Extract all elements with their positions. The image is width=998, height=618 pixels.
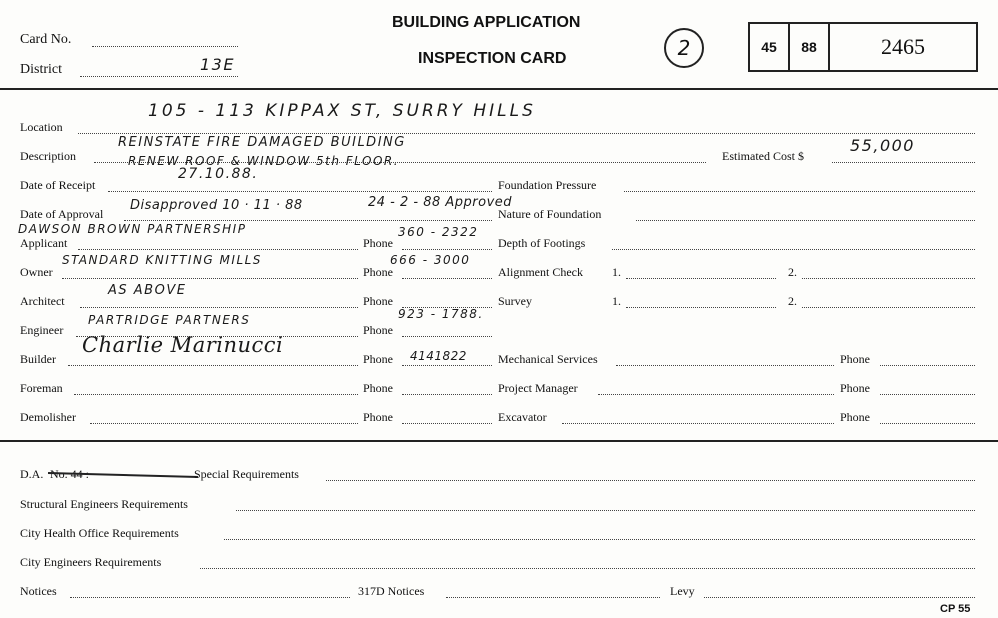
engineer-phone-line bbox=[402, 336, 492, 337]
structural-engineers-label: Structural Engineers Requirements bbox=[20, 497, 188, 511]
estimated-cost-line bbox=[832, 162, 975, 163]
mechanical-phone-line bbox=[880, 365, 975, 366]
city-health-line bbox=[224, 539, 975, 540]
builder-phone-value: 4141822 bbox=[410, 349, 467, 363]
owner-phone-label: Phone bbox=[363, 265, 393, 279]
applicant-value: DAWSON BROWN PARTNERSHIP bbox=[18, 222, 247, 236]
applicant-phone-label: Phone bbox=[363, 236, 393, 250]
card-no-line bbox=[92, 46, 238, 47]
circled-number-text: 2 bbox=[677, 36, 691, 60]
owner-phone-value: 666 - 3000 bbox=[390, 253, 471, 267]
mechanical-services-line bbox=[616, 365, 834, 366]
district-label: District bbox=[20, 62, 62, 77]
divider-top bbox=[0, 88, 998, 90]
circled-number bbox=[664, 28, 704, 68]
excavator-line bbox=[562, 423, 834, 424]
architect-phone-label: Phone bbox=[363, 294, 393, 308]
excavator-phone-line bbox=[880, 423, 975, 424]
excavator-label: Excavator bbox=[498, 410, 547, 424]
foreman-phone-line bbox=[402, 394, 492, 395]
excavator-phone-label: Phone bbox=[840, 410, 870, 424]
architect-line bbox=[80, 307, 358, 308]
alignment-check-label: Alignment Check bbox=[498, 265, 583, 279]
code2: 88 bbox=[801, 39, 817, 55]
location-value: 105 - 113 KIPPAX ST, SURRY HILLS bbox=[148, 101, 536, 121]
demolisher-phone-line bbox=[402, 423, 492, 424]
form-code: CP 55 bbox=[940, 603, 971, 615]
demolisher-phone-label: Phone bbox=[363, 410, 393, 424]
survey-label: Survey bbox=[498, 294, 532, 308]
builder-value: Charlie Marinucci bbox=[82, 333, 284, 357]
location-line bbox=[78, 133, 975, 134]
foreman-phone-label: Phone bbox=[363, 381, 393, 395]
da-number: No. 44 : bbox=[50, 467, 89, 481]
code2-cell bbox=[790, 24, 830, 70]
demolisher-label: Demolisher bbox=[20, 410, 76, 424]
city-engineers-label: City Engineers Requirements bbox=[20, 555, 162, 569]
owner-phone-line bbox=[402, 278, 492, 279]
city-engineers-line bbox=[200, 568, 975, 569]
nature-of-foundation-label: Nature of Foundation bbox=[498, 207, 602, 221]
engineer-phone-label: Phone bbox=[363, 323, 393, 337]
approval-value-1: Disapproved 10 · 11 · 88 bbox=[130, 198, 303, 213]
district-value: 13E bbox=[200, 55, 235, 74]
date-of-receipt-line bbox=[108, 191, 492, 192]
builder-phone-line bbox=[402, 365, 492, 366]
levy-line bbox=[704, 597, 975, 598]
builder-line bbox=[68, 365, 358, 366]
structural-engineers-line bbox=[236, 510, 975, 511]
date-of-approval-label: Date of Approval bbox=[20, 207, 104, 221]
survey-2: 2. bbox=[788, 294, 797, 308]
mechanical-phone-label: Phone bbox=[840, 352, 870, 366]
city-health-label: City Health Office Requirements bbox=[20, 526, 179, 540]
survey-1: 1. bbox=[612, 294, 621, 308]
special-requirements-line bbox=[326, 480, 975, 481]
foreman-label: Foreman bbox=[20, 381, 63, 395]
notices-line bbox=[70, 597, 350, 598]
description-label: Description bbox=[20, 149, 76, 163]
special-requirements-label: Special Requirements bbox=[194, 467, 299, 481]
project-manager-phone-line bbox=[880, 394, 975, 395]
card-number-box bbox=[748, 22, 978, 72]
depth-of-footings-line bbox=[612, 249, 975, 250]
builder-phone-label: Phone bbox=[363, 352, 393, 366]
project-manager-phone-label: Phone bbox=[840, 381, 870, 395]
engineer-value: PARTRIDGE PARTNERS bbox=[88, 313, 251, 327]
demolisher-line bbox=[90, 423, 358, 424]
architect-value: AS ABOVE bbox=[108, 283, 187, 298]
notices-317d-label: 317D Notices bbox=[358, 584, 425, 598]
notices-label: Notices bbox=[20, 584, 57, 598]
alignment-check-1-line bbox=[626, 278, 776, 279]
district-line bbox=[80, 76, 238, 77]
applicant-label: Applicant bbox=[20, 236, 68, 250]
card-number: 2465 bbox=[881, 34, 925, 59]
applicant-line bbox=[78, 249, 358, 250]
alignment-check-1: 1. bbox=[612, 265, 621, 279]
description-value-1: REINSTATE FIRE DAMAGED BUILDING bbox=[118, 135, 406, 150]
da-label: D.A. bbox=[20, 467, 44, 481]
alignment-check-2-line bbox=[802, 278, 975, 279]
foreman-line bbox=[74, 394, 358, 395]
number-cell bbox=[830, 24, 976, 70]
notices-317d-line bbox=[446, 597, 660, 598]
alignment-check-2: 2. bbox=[788, 265, 797, 279]
divider-bottom bbox=[0, 440, 998, 442]
owner-label: Owner bbox=[20, 265, 53, 279]
title-line2: INSPECTION CARD bbox=[418, 50, 567, 67]
engineer-phone-value: 923 - 1788. bbox=[398, 307, 484, 321]
nature-of-foundation-line bbox=[636, 220, 975, 221]
estimated-cost-label: Estimated Cost $ bbox=[722, 149, 804, 163]
survey-1-line bbox=[626, 307, 776, 308]
project-manager-label: Project Manager bbox=[498, 381, 578, 395]
mechanical-services-label: Mechanical Services bbox=[498, 352, 598, 366]
owner-value: STANDARD KNITTING MILLS bbox=[62, 253, 262, 267]
code1-cell bbox=[750, 24, 790, 70]
date-of-receipt-value: 27.10.88. bbox=[178, 166, 259, 182]
depth-of-footings-label: Depth of Footings bbox=[498, 236, 586, 250]
card-no-label: Card No. bbox=[20, 32, 72, 47]
approval-value-2: 24 - 2 - 88 Approved bbox=[368, 195, 513, 210]
date-of-receipt-label: Date of Receipt bbox=[20, 178, 96, 192]
applicant-phone-value: 360 - 2322 bbox=[398, 225, 479, 239]
applicant-phone-line bbox=[402, 249, 492, 250]
engineer-label: Engineer bbox=[20, 323, 64, 337]
survey-2-line bbox=[802, 307, 975, 308]
architect-label: Architect bbox=[20, 294, 65, 308]
owner-line bbox=[62, 278, 358, 279]
foundation-pressure-label: Foundation Pressure bbox=[498, 178, 597, 192]
foundation-pressure-line bbox=[624, 191, 975, 192]
location-label: Location bbox=[20, 120, 63, 134]
code1: 45 bbox=[761, 39, 777, 55]
project-manager-line bbox=[598, 394, 834, 395]
estimated-cost-value: 55,000 bbox=[850, 136, 915, 155]
levy-label: Levy bbox=[670, 584, 695, 598]
description-value-2: RENEW ROOF & WINDOW 5th FLOOR. bbox=[128, 154, 400, 168]
title-line1: BUILDING APPLICATION bbox=[392, 14, 581, 31]
builder-label: Builder bbox=[20, 352, 56, 366]
